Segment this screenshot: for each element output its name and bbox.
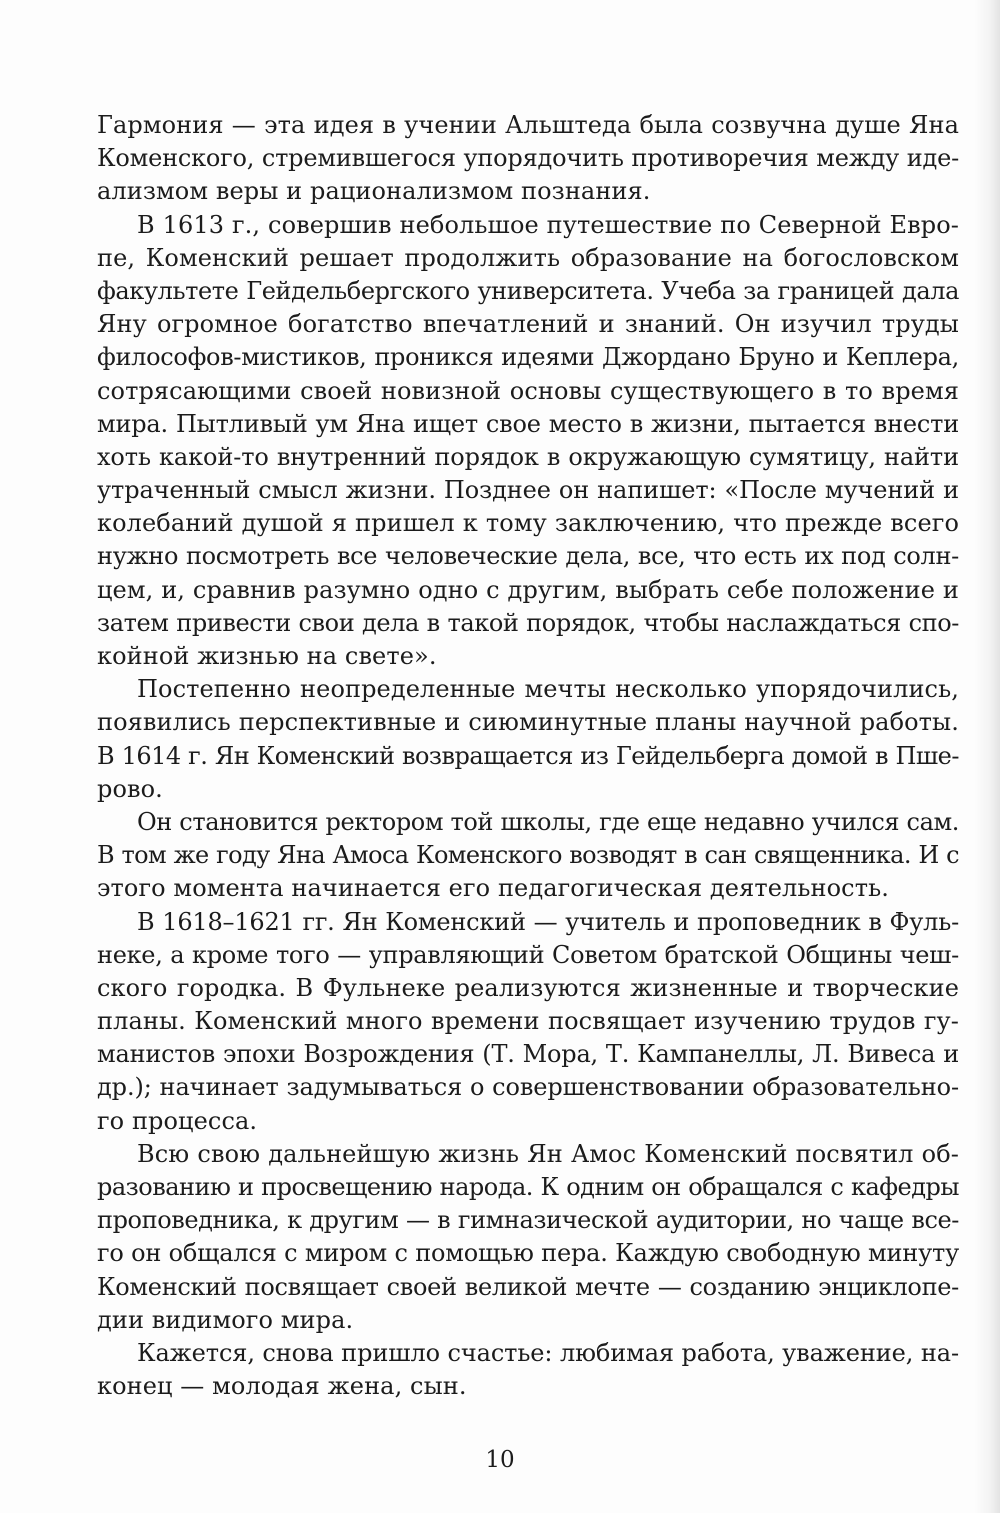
text-line: Коменского, стремившегося упорядочить противоречия между иде-: [97, 144, 959, 173]
text-line: манистов эпохи Возрождения (Т. Мора, Т. Кампанеллы, Л. Вивеса и: [97, 1040, 959, 1069]
text-line: В том же году Яна Амоса Коменского возводят в сан священника. И с: [97, 841, 959, 870]
page-body-text: [97, 109, 959, 1403]
text-line: Постепенно неопределенные мечты несколько упорядочились,: [137, 675, 959, 704]
text-line: этого момента начинается его педагогическая деятельность.: [97, 874, 889, 903]
text-line: др.); начинает задумываться о совершенствовании образовательно-: [97, 1073, 959, 1102]
text-line: дии видимого мира.: [97, 1305, 354, 1334]
text-line: В 1618–1621 гг. Ян Коменский — учитель и проповедник в Фуль-: [137, 907, 959, 936]
text-line: цем, и, сравнив разумно одно с другим, выбрать себе положение и: [97, 575, 959, 604]
text-line: нужно посмотреть все человеческие дела, все, что есть их под солн-: [97, 542, 959, 571]
text-line: ского городка. В Фульнеке реализуются жизненные и творческие: [97, 973, 959, 1002]
text-line: утраченный смысл жизни. Позднее он напишет: «После мучений и: [97, 476, 959, 505]
text-line: хоть какой-то внутренний порядок в окружающую сумятицу, найти: [97, 442, 959, 471]
text-line: пе, Коменский решает продолжить образование на богословском: [97, 243, 959, 272]
text-line: В 1614 г. Ян Коменский возвращается из Гейдельберга домой в Пше-: [97, 741, 959, 770]
page-edge-shadow: [974, 0, 1000, 1513]
text-line: философов-мистиков, проникся идеями Джордано Бруно и Кеплера,: [97, 343, 959, 372]
text-line: появились перспективные и сиюминутные планы научной работы.: [97, 708, 959, 737]
text-line: Яну огромное богатство впечатлений и знаний. Он изучил труды: [97, 310, 959, 339]
text-line: планы. Коменский много времени посвящает изучению трудов гу-: [97, 1007, 959, 1036]
text-line: факультете Гейдельбергского университета. Учеба за границей дала: [97, 276, 959, 305]
text-line: сотрясающими своей новизной основы существующего в то время: [97, 376, 959, 405]
text-line: колебаний душой я пришел к тому заключению, что прежде всего: [97, 509, 959, 538]
text-line: го он общался с миром с помощью пера. Каждую свободную минуту: [97, 1239, 959, 1268]
text-line: рово.: [97, 774, 163, 803]
text-line: конец — молодая жена, сын.: [97, 1372, 467, 1401]
text-line: Кажется, снова пришло счастье: любимая работа, уважение, на-: [137, 1338, 959, 1367]
text-line: койной жизнью на свете».: [97, 642, 437, 670]
text-line: проповедника, к другим — в гимназической аудитории, но чаще все-: [97, 1206, 959, 1235]
text-line: го процесса.: [97, 1106, 258, 1135]
text-line: Он становится ректором той школы, где еще недавно учился сам.: [137, 807, 959, 836]
text-line: В 1613 г., совершив небольшое путешествие по Северной Евро-: [137, 210, 959, 239]
page-number: 10: [485, 1447, 515, 1473]
text-line: ализмом веры и рационализмом познания.: [97, 177, 651, 206]
text-line: Всю свою дальнейшую жизнь Ян Амос Коменский посвятил об-: [137, 1139, 959, 1168]
text-line: Гармония — эта идея в учении Альштеда была созвучна душе Яна: [97, 111, 959, 139]
text-line: затем привести свои дела в такой порядок, чтобы наслаждаться спо-: [97, 608, 959, 637]
text-line: мира. Пытливый ум Яна ищет свое место в жизни, пытается внести: [97, 409, 959, 438]
text-line: неке, а кроме того — управляющий Советом братской Общины чеш-: [97, 940, 959, 969]
text-line: разованию и просвещению народа. К одним он обращался с кафедры: [97, 1173, 959, 1201]
text-line: Коменский посвящает своей великой мечте — созданию энциклопе-: [97, 1272, 959, 1301]
